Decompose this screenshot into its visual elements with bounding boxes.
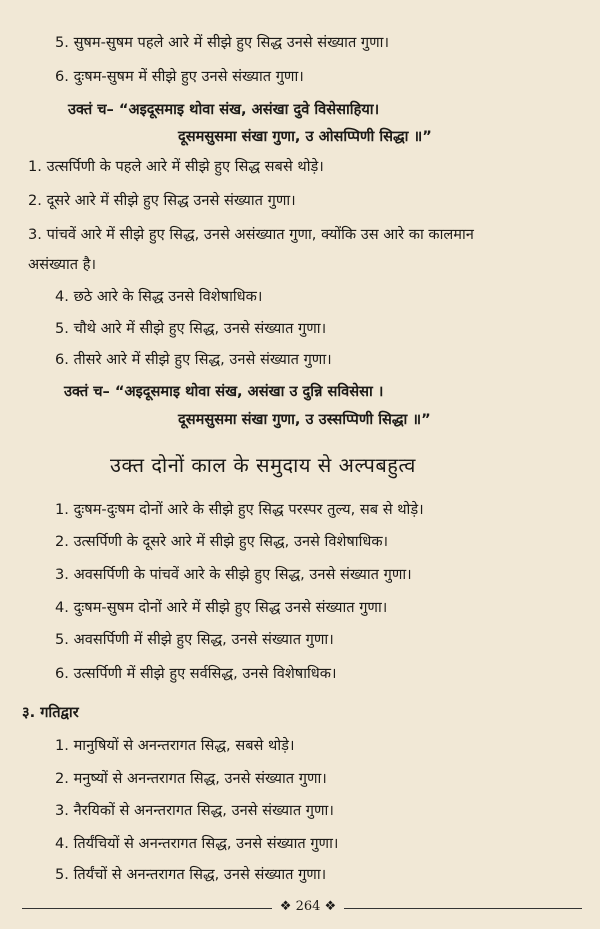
text-line: 6. दुःषम-सुषम में सीझे हुए उनसे संख्यात गुणा। (55, 68, 304, 85)
text-line: 4. दुःषम-सुषम दोनों आरे में सीझे हुए सिद्ध उनसे संख्यात गुणा। (55, 599, 388, 616)
quote-line: दूसमसुसमा संखा गुणा, उ उस्सप्पिणी सिद्धा ॥” (178, 411, 431, 428)
quote-line: दूसमसुसमा संखा गुणा, उ ओसप्पिणी सिद्धा ॥” (178, 128, 432, 145)
text-line: 4. तिर्यंचियों से अनन्तरागत सिद्ध, उनसे संख्यात गुणा। (55, 835, 339, 852)
text-line: 1. मानुषियों से अनन्तरागत सिद्ध, सबसे थोड़े। (55, 737, 295, 754)
text-line: 1. उत्सर्पिणी के पहले आरे में सीझे हुए सिद्ध सबसे थोड़े। (28, 158, 324, 175)
text-line: 5. तिर्यंचों से अनन्तरागत सिद्ध, उनसे संख्यात गुणा। (55, 866, 327, 883)
quote-line: उक्तं च– “अइदूसमाइ थोवा संख, असंखा उ दुन्नि सविसेसा । (64, 383, 384, 400)
text-line: 3. पांचवें आरे में सीझे हुए सिद्ध, उनसे असंख्यात गुणा, क्योंकि उस आरे का कालमान (28, 226, 474, 243)
text-line: 2. उत्सर्पिणी के दूसरे आरे में सीझे हुए सिद्ध, उनसे विशेषाधिक। (55, 533, 389, 550)
text-line: 5. सुषम-सुषम पहले आरे में सीझे हुए सिद्ध उनसे संख्यात गुणा। (55, 34, 389, 51)
footer-rule-left (22, 908, 272, 909)
quote-line: उक्तं च– “अइदूसमाइ थोवा संख, असंखा दुवे विसेसाहिया। (68, 101, 380, 118)
text-line: 5. चौथे आरे में सीझे हुए सिद्ध, उनसे संख्यात गुणा। (55, 320, 327, 337)
section-title: ३. गतिद्वार (22, 704, 79, 721)
text-line: 4. छठे आरे के सिद्ध उनसे विशेषाधिक। (55, 288, 263, 305)
text-line: असंख्यात है। (28, 256, 97, 273)
text-line: 5. अवसर्पिणी में सीझे हुए सिद्ध, उनसे संख्यात गुणा। (55, 631, 334, 648)
text-line: 6. उत्सर्पिणी में सीझे हुए सर्वसिद्ध, उनसे विशेषाधिक। (55, 665, 337, 682)
page-number: ❖ 264 ❖ (279, 899, 337, 914)
footer-rule-right (344, 908, 582, 909)
section-heading: उक्त दोनों काल के समुदाय से अल्पबहुत्व (110, 453, 416, 477)
text-line: 2. दूसरे आरे में सीझे हुए सिद्ध उनसे संख्यात गुणा। (28, 192, 296, 209)
text-line: 1. दुःषम-दुःषम दोनों आरे के सीझे हुए सिद्ध परस्पर तुल्य, सब से थोड़े। (55, 501, 424, 518)
text-line: 6. तीसरे आरे में सीझे हुए सिद्ध, उनसे संख्यात गुणा। (55, 351, 332, 368)
text-line: 3. अवसर्पिणी के पांचवें आरे के सीझे हुए सिद्ध, उनसे संख्यात गुणा। (55, 566, 412, 583)
text-line: 3. नैरयिकों से अनन्तरागत सिद्ध, उनसे संख्यात गुणा। (55, 802, 334, 819)
text-line: 2. मनुष्यों से अनन्तरागत सिद्ध, उनसे संख्यात गुणा। (55, 770, 327, 787)
